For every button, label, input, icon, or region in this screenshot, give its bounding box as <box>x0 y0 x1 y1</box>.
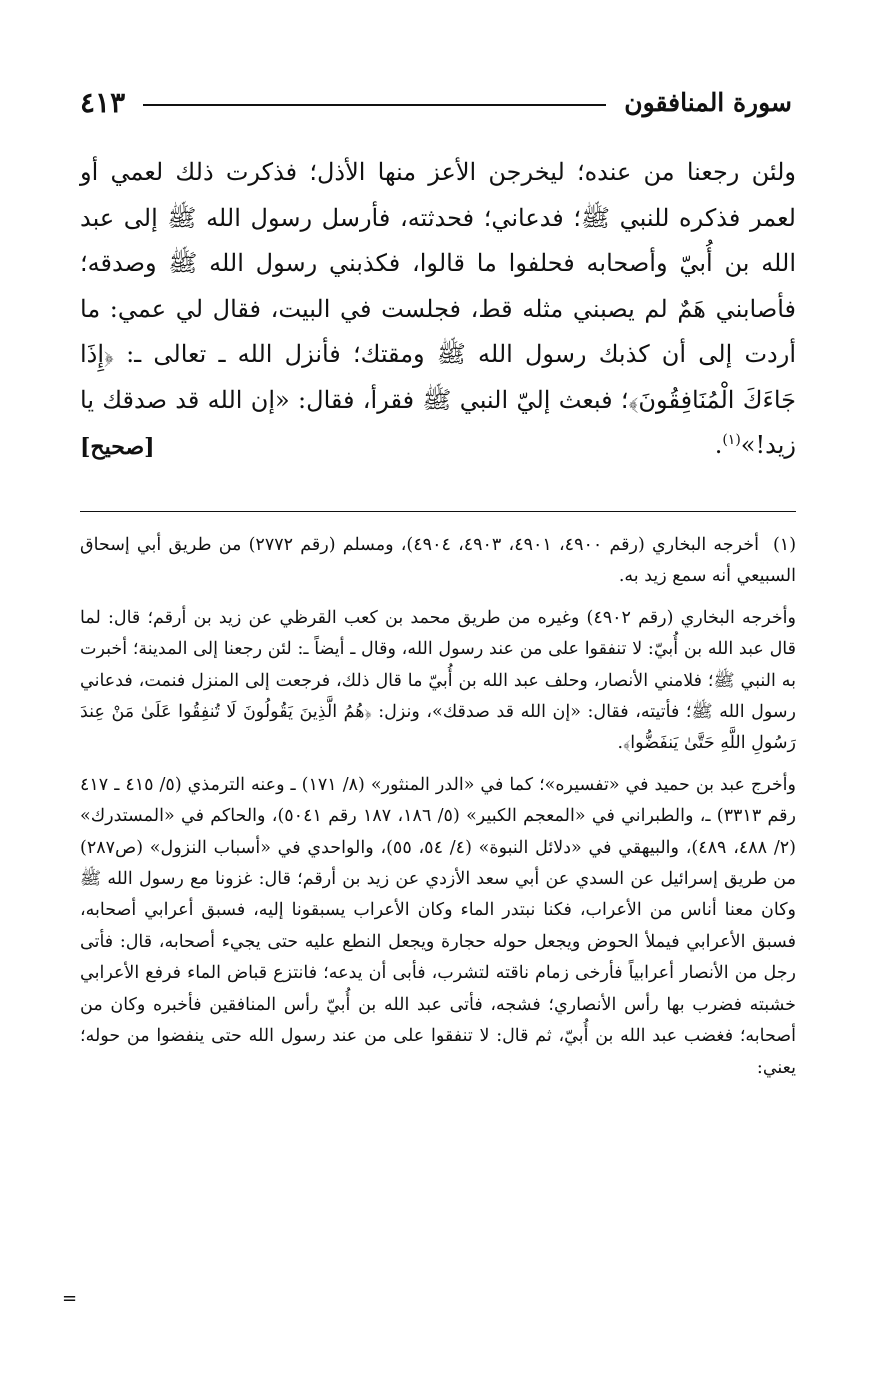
footnote-marker: (١) <box>772 535 797 555</box>
footnote-reference[interactable]: (١) <box>722 432 741 448</box>
footnote-paragraph-2: وأخرجه البخاري (رقم ٤٩٠٢) وغيره من طريق محمد بن كعب القرظي عن زيد بن أرقم؛ قال: لما قال عبد الله بن أُبيّ: لا تنفقوا على من عند رسول الله، وقال ـ أيضاً ـ: لئن رجعنا إلى المدينة؛ أخبرت به النبي ﷺ؛ فلامني الأنصار، وحلف عبد الله بن أُبيّ ما قال ذلك، فرجعت إلى المنزل فنمت، فدعاني رسول الله ﷺ؛ فأتيته، فقال: «إن الله قد صدقك»، ونزل: ﴿هُمُ الَّذِينَ يَقُولُونَ لَا تُنفِقُوا عَلَىٰ مَنْ عِندَ رَسُولِ اللَّهِ حَتَّىٰ يَنفَضُّوا﴾. <box>80 607 796 754</box>
page-header <box>80 82 792 122</box>
footnotes <box>80 530 796 1084</box>
footnote-1-text: أخرجه البخاري (رقم ٤٩٠٠، ٤٩٠١، ٤٩٠٣، ٤٩٠٤)، ومسلم (رقم ٢٧٧٢) من طريق أبي إسحاق السبيعي أنه سمع زيد به. <box>80 535 796 587</box>
continuation-mark: = <box>62 1288 78 1309</box>
paragraph-gap <box>80 593 796 603</box>
header-rule <box>143 104 606 106</box>
hadith-grade: [صحيح] <box>80 434 155 460</box>
paragraph-gap <box>80 760 796 770</box>
hadith-end: . <box>714 431 723 459</box>
surah-title: سورة المنافقون <box>624 87 792 117</box>
page-number: ٤١٣ <box>80 85 126 119</box>
hadith-text: ولئن رجعنا من عنده؛ ليخرجن الأعز منها الأذل؛ فذكرت ذلك لعمي أو لعمر فذكره للنبي ﷺ؛ فدعاني؛ فحدثته، فأرسل رسول الله ﷺ إلى عبد الله بن أُبيّ وأصحابه فحلفوا ما قالوا، فكذبني رسول الله ﷺ وصدقه؛ فأصابني هَمٌ لم يصبني مثله قط، فجلست في البيت، فقال لي عمي: ما أردت إلى أن كذبك رسول الله ﷺ ومقتك؛ فأنزل الله ـ تعالى ـ: ﴿إِذَا جَاءَكَ الْمُنَافِقُونَ﴾؛ فبعث إليّ النبي ﷺ فقرأ، فقال: «إن الله قد صدقك يا زيد!» <box>80 158 796 459</box>
footnote-1 <box>80 530 796 593</box>
footnote-paragraph-3: وأخرج عبد بن حميد في «تفسيره»؛ كما في «الدر المنثور» (٨/ ١٧١) ـ وعنه الترمذي (٥/ ٤١٥ ـ ٤١٧ رقم ٣٣١٣) ـ، والطبراني في «المعجم الكبير» (٥/ ١٨٦، ١٨٧ رقم ٥٠٤١)، والحاكم في «المستدرك» (٢/ ٤٨٨، ٤٨٩)، والبيهقي في «دلائل النبوة» (٤/ ٥٤، ٥٥)، والواحدي في «أسباب النزول» (ص٢٨٧) من طريق إسرائيل عن السدي عن أبي سعد الأزدي عن زيد بن أرقم؛ قال: غزونا مع رسول الله ﷺ وكان معنا أناس من الأعراب، فكنا نبتدر الماء وكان الأعراب يسبقونا إليه، فسبق أعرابي أصحابه، فسبق الأعرابي فيملأ الحوض ويجعل حوله حجارة ويجعل النطع عليه حتى يجيء أصحابه، قال: فأتى رجل من الأنصار أعرابياً فأرخى زمام ناقته لتشرب، فأبى أن يدعه؛ فانتزع قباض الماء فرفع الأعرابي خشبته فضرب بها رأس الأنصاري؛ فشجه، فأتى عبد الله بن أُبيّ رأس المنافقين فأخبره وكان من أصحابه؛ فغضب عبد الله بن أُبيّ، ثم قال: لا تنفقوا على من عند رسول الله حتى ينفضوا من حوله؛ يعني: <box>80 774 797 1078</box>
main-text <box>80 150 796 471</box>
hadith-paragraph <box>80 150 796 469</box>
footnote-separator <box>80 511 796 512</box>
